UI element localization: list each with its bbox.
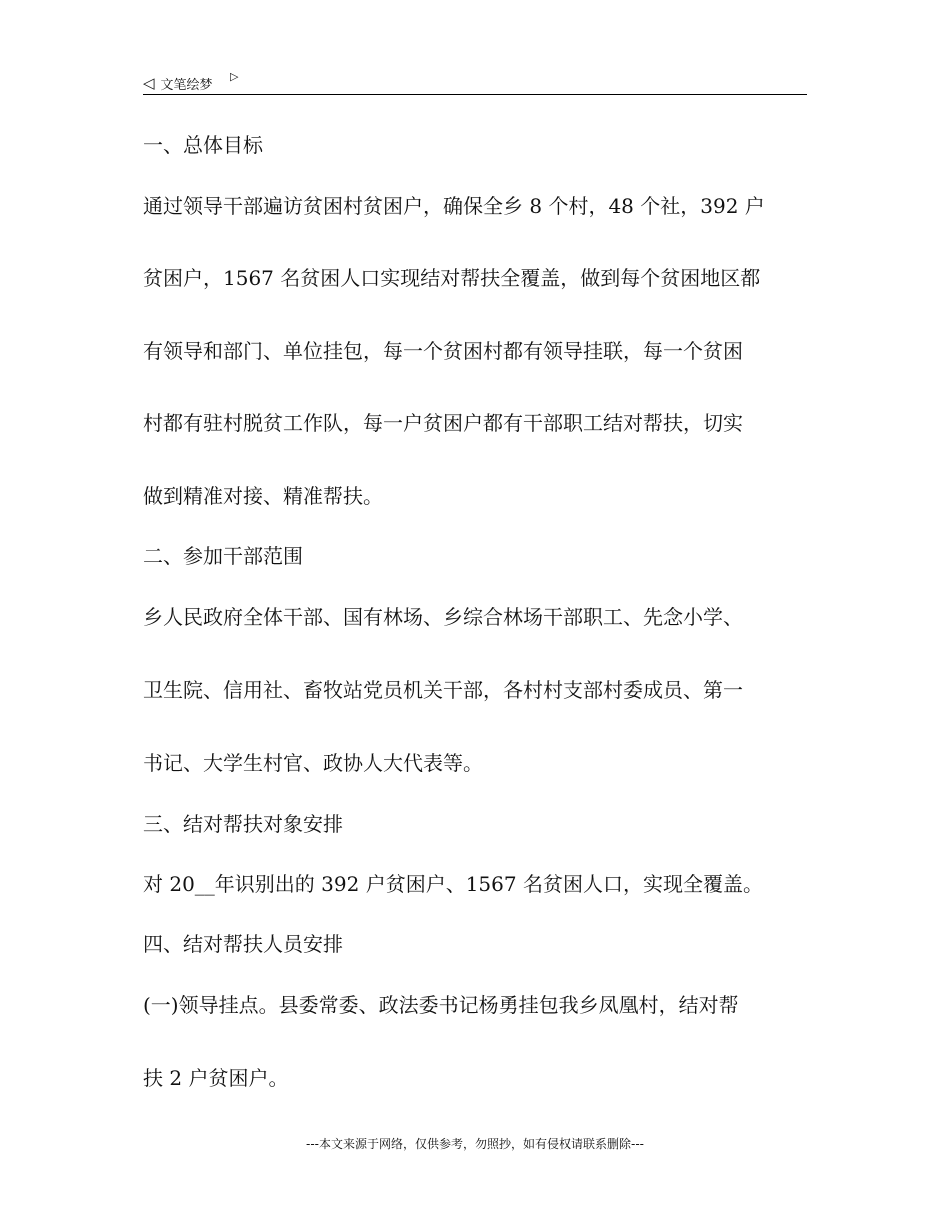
section-heading-3: 三、结对帮扶对象安排 xyxy=(143,812,343,836)
paragraph-line: 书记、大学生村官、政协人大代表等。 xyxy=(143,751,483,775)
paragraph-line: 扶 2 户贫困户。 xyxy=(143,1066,289,1090)
paragraph-line: 通过领导干部遍访贫困村贫困户，确保全乡 8 个村，48 个社，392 户 xyxy=(143,194,765,218)
section-heading-1: 一、总体目标 xyxy=(143,133,263,157)
paragraph-line: 有领导和部门、单位挂包，每一个贫困村都有领导挂联，每一个贫困 xyxy=(143,339,743,363)
paragraph-line: 贫困户，1567 名贫困人口实现结对帮扶全覆盖，做到每个贫困地区都 xyxy=(143,266,761,290)
paragraph-line: 做到精准对接、精准帮扶。 xyxy=(143,484,383,508)
triangle-left-icon: ◁ xyxy=(143,74,155,92)
page-footer-disclaimer: ---本文来源于网络，仅供参考，勿照抄，如有侵权请联系删除--- xyxy=(306,1137,644,1151)
paragraph-line: 乡人民政府全体干部、国有林场、乡综合林场干部职工、先念小学、 xyxy=(143,605,743,629)
triangle-right-icon: ▷ xyxy=(230,70,239,83)
paragraph-line: 对 20__年识别出的 392 户贫困户、1567 名贫困人口，实现全覆盖。 xyxy=(143,872,763,896)
header-title: 文笔绘梦 xyxy=(160,78,213,93)
paragraph-line: 卫生院、信用社、畜牧站党员机关干部，各村村支部村委成员、第一 xyxy=(143,678,743,702)
section-heading-2: 二、参加干部范围 xyxy=(143,544,303,568)
page-header xyxy=(143,70,807,95)
paragraph-line: (一)领导挂点。县委常委、政法委书记杨勇挂包我乡凤凰村，结对帮 xyxy=(143,993,739,1017)
paragraph-line: 村都有驻村脱贫工作队，每一户贫困户都有干部职工结对帮扶，切实 xyxy=(143,411,743,435)
section-heading-4: 四、结对帮扶人员安排 xyxy=(143,932,343,956)
